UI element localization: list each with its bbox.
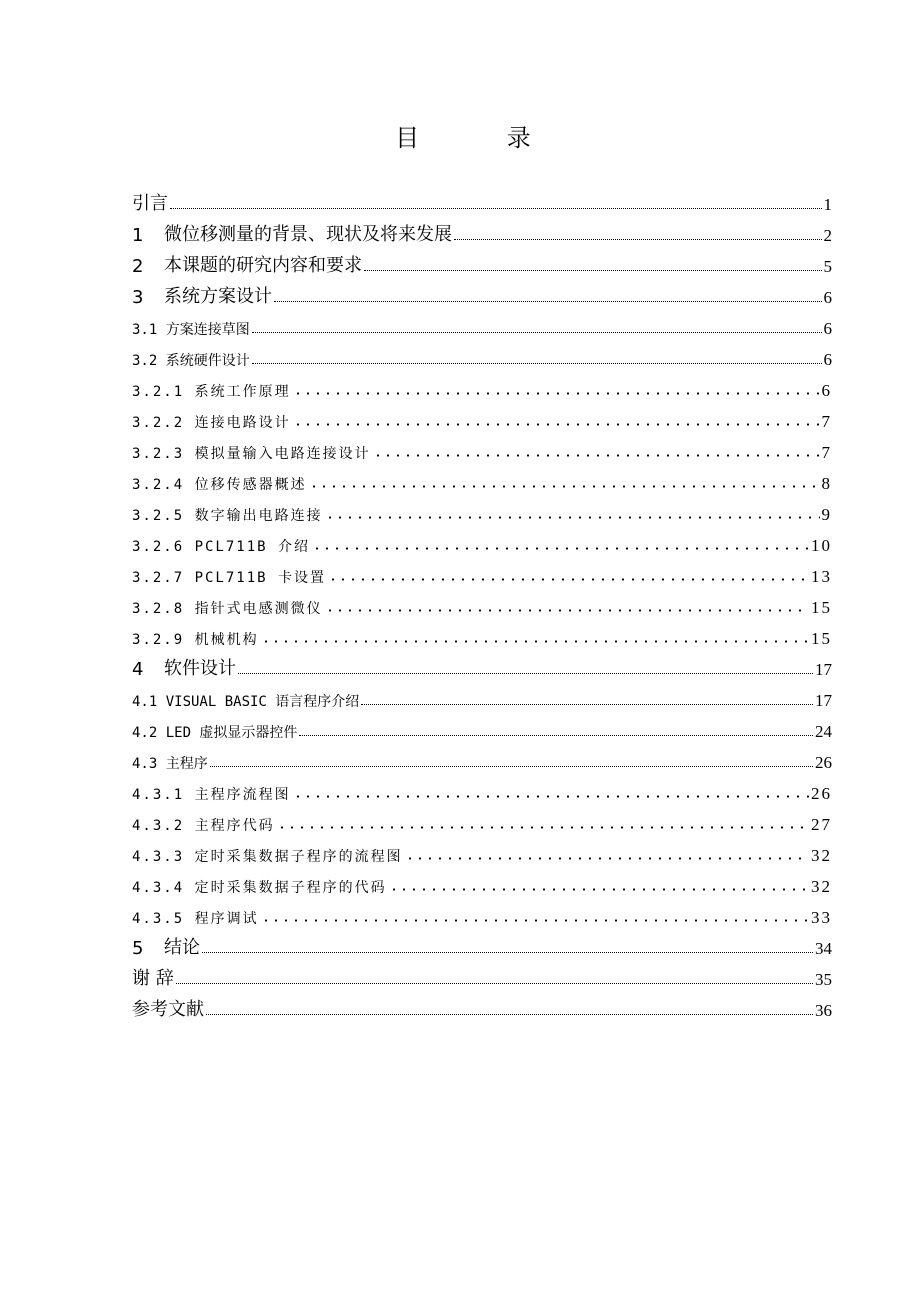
dot-leader: [277, 826, 809, 829]
dot-leader: [309, 485, 820, 488]
toc-entry-label: 4.3.4 定时采集数据子程序的代码: [132, 880, 387, 896]
toc-entry-label: 4.3.2 主程序代码: [132, 818, 275, 834]
toc-entry[interactable]: [132, 587, 832, 618]
toc-entry[interactable]: [132, 804, 832, 835]
toc-entry[interactable]: [132, 680, 832, 711]
toc-entry-page-number: 5: [823, 257, 832, 276]
toc-entry-label: 3.2 系统硬件设计: [132, 353, 250, 369]
dot-leader: [328, 578, 809, 581]
toc-entry-page-number: 26: [811, 784, 832, 803]
toc-entry-label: 3.2.8 指针式电感测微仪: [132, 601, 323, 617]
toc-entry-page-number: 32: [811, 846, 832, 865]
toc-entry[interactable]: [132, 494, 832, 525]
dot-leader: [176, 983, 813, 984]
toc-entry-label: 微位移测量的背景、现状及将来发展: [164, 224, 452, 245]
toc-entry[interactable]: [132, 742, 832, 773]
dot-leader: [206, 1014, 813, 1015]
toc-entry-page-number: 17: [815, 691, 832, 710]
toc-entry-label: 3.2.1 系统工作原理: [132, 384, 291, 400]
toc-entry-page-number: 35: [815, 970, 832, 989]
dot-leader: [361, 704, 813, 705]
toc-entry-label: 4.3 主程序: [132, 756, 208, 772]
toc-entry-number: 5: [132, 938, 144, 959]
toc-entry-page-number: 2: [823, 226, 832, 245]
toc-entry-label: 3.2.2 连接电路设计: [132, 415, 291, 431]
toc-entry[interactable]: [132, 401, 832, 432]
toc-entry-label: 3.2.3 模拟量输入电路连接设计: [132, 446, 371, 462]
dot-leader: [454, 239, 822, 240]
toc-entry-label: 3.1 方案连接草图: [132, 322, 250, 338]
toc-entry-page-number: 33: [811, 908, 832, 927]
toc-entry-label: 4.3.3 定时采集数据子程序的流程图: [132, 849, 403, 865]
dot-leader: [293, 423, 820, 426]
toc-entry-label: 本课题的研究内容和要求: [164, 255, 362, 276]
toc-entry-page-number: 10: [811, 536, 832, 555]
toc-entry-label: 4.2 LED 虚拟显示器控件: [132, 725, 298, 741]
toc-entry-number: 4: [132, 659, 144, 680]
dot-leader: [373, 454, 820, 457]
dot-leader: [274, 301, 822, 302]
toc-entry-page-number: 26: [815, 753, 832, 772]
dot-leader: [325, 516, 820, 519]
toc-entry-number: 2: [132, 256, 144, 277]
toc-entry[interactable]: [132, 649, 832, 680]
dot-leader: [238, 673, 813, 674]
toc-entry[interactable]: [132, 959, 832, 990]
toc-entry-label: 3.2.6 PCL711B 介绍: [132, 539, 311, 555]
dot-leader: [364, 270, 822, 271]
dot-leader: [170, 208, 822, 209]
toc-entry-page-number: 32: [811, 877, 832, 896]
dot-leader: [252, 363, 822, 364]
dot-leader: [299, 735, 813, 736]
toc-entry-page-number: 7: [821, 412, 832, 431]
toc-entry[interactable]: [132, 463, 832, 494]
toc-entry[interactable]: [132, 866, 832, 897]
toc-entry[interactable]: [132, 277, 832, 308]
toc-entry-page-number: 27: [811, 815, 832, 834]
toc-entry[interactable]: [132, 897, 832, 928]
toc-entry-page-number: 6: [823, 288, 832, 307]
toc-entry-label: 4.3.1 主程序流程图: [132, 787, 291, 803]
toc-entry[interactable]: [132, 835, 832, 866]
toc-entry-label: 结论: [164, 937, 200, 958]
dot-leader: [312, 547, 809, 550]
toc-entry-label: 4.1 VISUAL BASIC 语言程序介绍: [132, 694, 360, 710]
toc-entry[interactable]: [132, 215, 832, 246]
toc-entry-label: 软件设计: [164, 658, 236, 679]
toc-entry-page-number: 34: [815, 939, 832, 958]
toc-entry-page-number: 9: [821, 505, 832, 524]
dot-leader: [252, 332, 822, 333]
table-of-contents: [132, 184, 832, 1021]
toc-entry-label: 谢 辞: [132, 968, 174, 989]
toc-entry-page-number: 13: [811, 567, 832, 586]
toc-entry-page-number: 6: [823, 319, 832, 338]
dot-leader: [389, 888, 809, 891]
toc-entry[interactable]: [132, 432, 832, 463]
toc-entry-label: 引言: [132, 193, 168, 214]
dot-leader: [293, 795, 809, 798]
toc-entry-label: 3.2.9 机械机构: [132, 632, 259, 648]
toc-entry-number: 3: [132, 287, 144, 308]
toc-entry-label: 系统方案设计: [164, 286, 272, 307]
toc-entry-label: 参考文献: [132, 999, 204, 1020]
toc-entry-number: 1: [132, 225, 144, 246]
toc-entry-page-number: 15: [811, 629, 832, 648]
page-title: 目 录: [395, 124, 571, 152]
toc-entry[interactable]: [132, 525, 832, 556]
dot-leader: [405, 857, 809, 860]
toc-entry[interactable]: [132, 246, 832, 277]
toc-entry-label: 4.3.5 程序调试: [132, 911, 259, 927]
toc-entry[interactable]: [132, 370, 832, 401]
toc-entry[interactable]: [132, 990, 832, 1021]
toc-entry[interactable]: [132, 618, 832, 649]
dot-leader: [325, 609, 809, 612]
toc-entry-page-number: 36: [815, 1001, 832, 1020]
toc-entry[interactable]: [132, 711, 832, 742]
toc-entry[interactable]: [132, 556, 832, 587]
toc-entry-page-number: 17: [815, 660, 832, 679]
toc-entry-page-number: 15: [811, 598, 832, 617]
toc-entry[interactable]: [132, 184, 832, 215]
toc-entry-page-number: 7: [821, 443, 832, 462]
toc-entry[interactable]: [132, 339, 832, 370]
dot-leader: [202, 952, 813, 953]
toc-entry[interactable]: [132, 308, 832, 339]
toc-entry-label: 3.2.5 数字输出电路连接: [132, 508, 323, 524]
toc-entry-page-number: 24: [815, 722, 832, 741]
dot-leader: [210, 766, 813, 767]
toc-entry-page-number: 6: [821, 381, 832, 400]
toc-entry[interactable]: [132, 773, 832, 804]
toc-entry-page-number: 6: [823, 350, 832, 369]
toc-entry-page-number: 8: [821, 474, 832, 493]
dot-leader: [261, 640, 809, 643]
dot-leader: [293, 392, 820, 395]
toc-entry-page-number: 1: [823, 195, 832, 214]
dot-leader: [261, 919, 809, 922]
toc-entry-label: 3.2.4 位移传感器概述: [132, 477, 307, 493]
toc-entry-label: 3.2.7 PCL711B 卡设置: [132, 570, 327, 586]
toc-entry[interactable]: [132, 928, 832, 959]
